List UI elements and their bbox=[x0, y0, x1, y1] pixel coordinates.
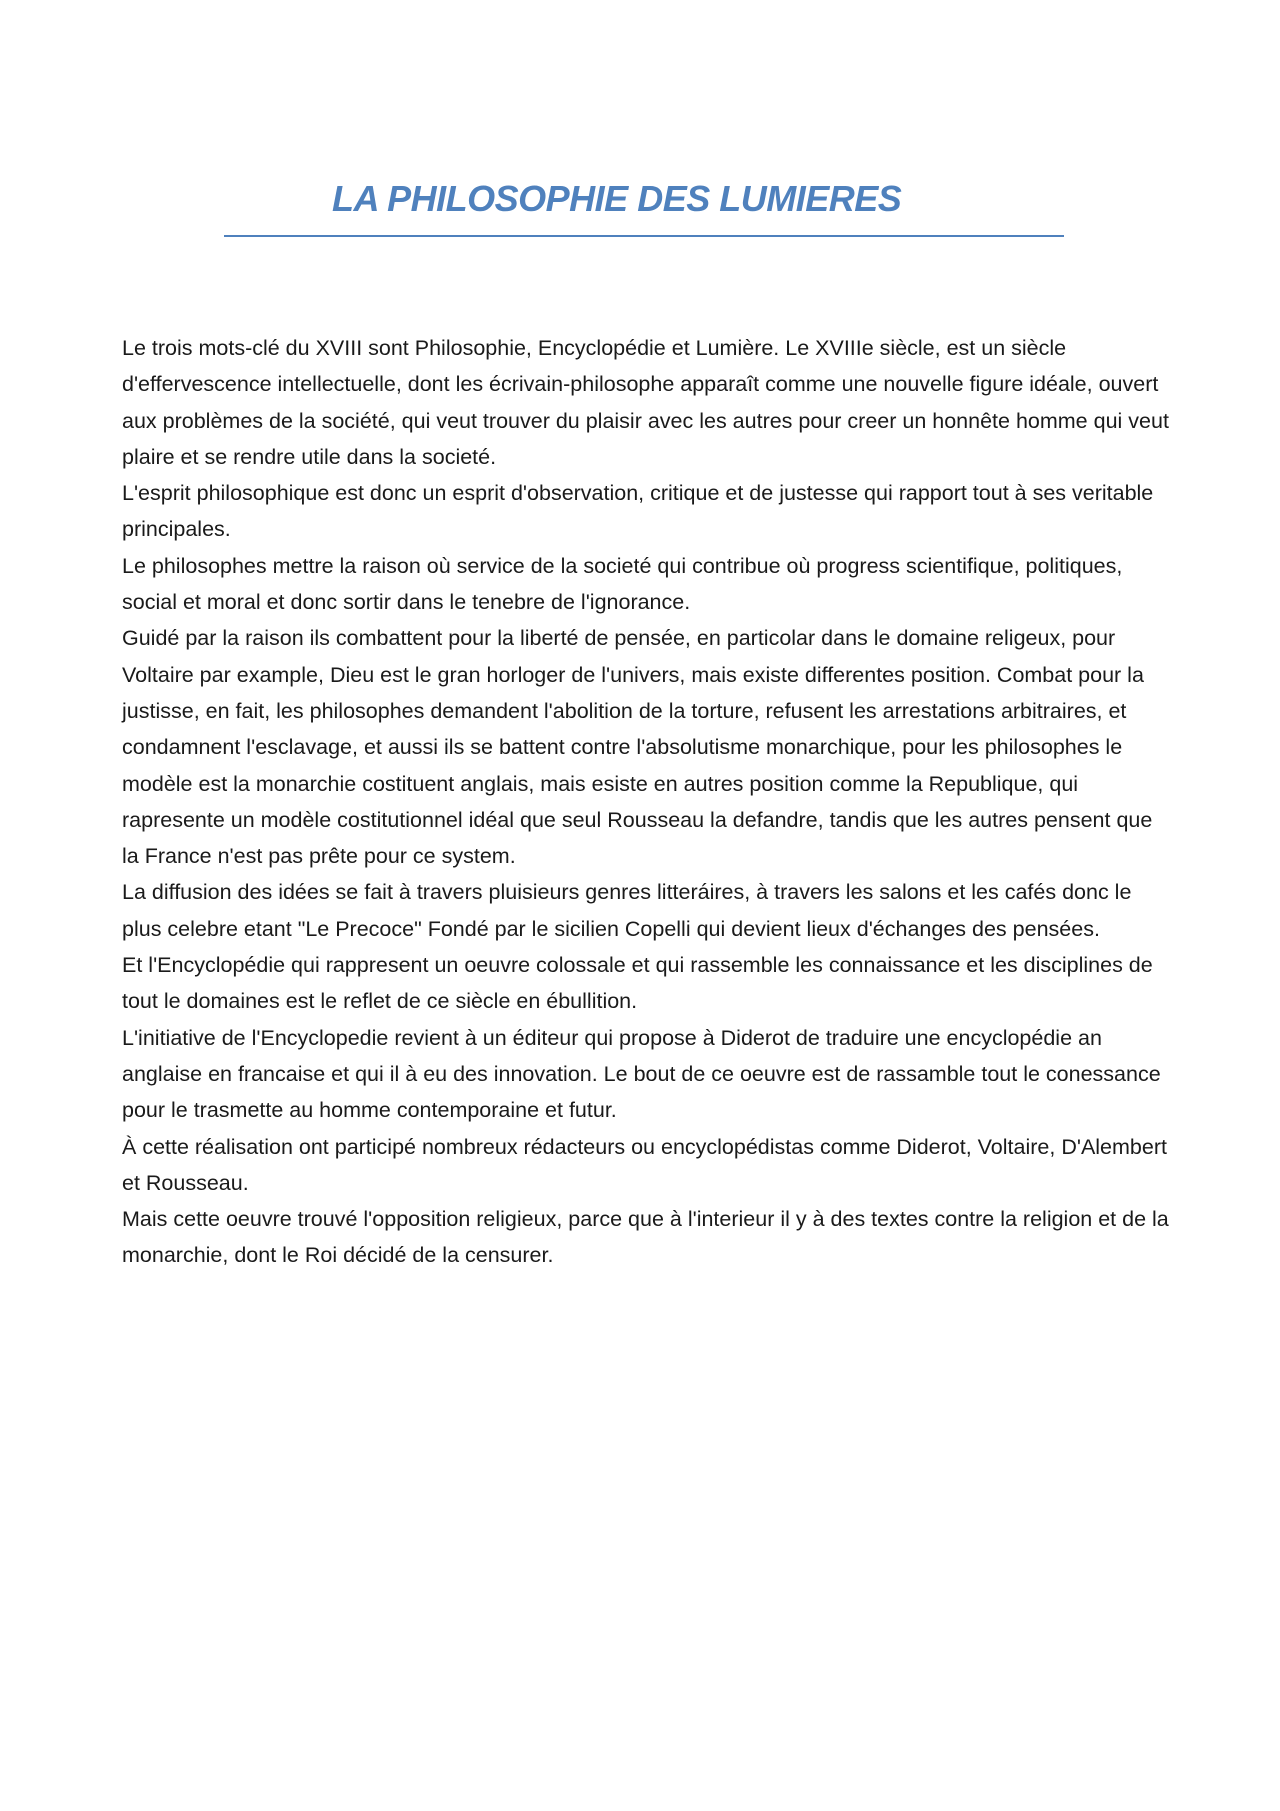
paragraph: La diffusion des idées se fait à travers pluisieurs genres litteráires, à travers les salons et les cafés donc le plus celebre etant "Le Precoce" Fondé par le sicilien Copelli qui devient lieux d'échanges des pensées. bbox=[122, 880, 1132, 941]
paragraph: Mais cette oeuvre trouvé l'opposition religieux, parce que à l'interieur il y à des textes contre la religion et de la monarchie, dont le Roi décidé de la censurer. bbox=[122, 1207, 1169, 1268]
paragraph: Guidé par la raison ils combattent pour la liberté de pensée, en particolar dans le domaine religeux, pour Voltaire par example, Dieu est le gran horloger de l'univers, mais existe differentes position. Combat pour la justisse, en fait, les philosophes demandent l'abolition de la torture, refusent les arrestations arbitraires, et condamnent l'esclavage, et aussi ils se battent contre l'absolutisme monarchique, pour les philosophes le modèle est la monarchie costituent anglais, mais esiste en autres position comme la Republique, qui rapresente un modèle costitutionnel idéal que seul Rousseau la defandre, tandis que les autres pensent que la France n'est pas prête pour ce system. bbox=[122, 626, 1153, 869]
paragraph: Le philosophes mettre la raison où service de la societé qui contribue où progress scientifique, politiques, social et moral et donc sortir dans le tenebre de l'ignorance. bbox=[122, 553, 1123, 615]
title-block bbox=[224, 178, 1064, 240]
paragraph: Et l'Encyclopédie qui rappresent un oeuvre colossale et qui rassemble les connaissance et les disciplines de tout le domaines est le reflet de ce siècle en ébullition. bbox=[122, 953, 1153, 1014]
body-text bbox=[122, 330, 1172, 1274]
page-title: LA PHILOSOPHIE DES LUMIERES bbox=[332, 178, 902, 219]
paragraph: L'esprit philosophique est donc un esprit d'observation, critique et de justesse qui rapport tout à ses veritable principales. bbox=[122, 481, 1154, 542]
title-underline bbox=[224, 235, 1064, 237]
paragraph: L'initiative de l'Encyclopedie revient à un éditeur qui propose à Diderot de traduire une encyclopédie an anglaise en francaise et qui il à eu des innovation. Le bout de ce oeuvre est de rassamble tout le conessance pour le trasmette au homme contemporaine et futur. bbox=[122, 1025, 1161, 1123]
paragraph: Le trois mots-clé du XVIII sont Philosophie, Encyclopédie et Lumière. Le XVIIIe siècle, est un siècle d'effervescence intellectuelle, dont les écrivain-philosophe apparaît comme une nouvelle figure idéale, ouvert aux problèmes de la société, qui veut trouver du plaisir avec les autres pour creer un honnête homme qui veut plaire et se rendre utile dans la societé. bbox=[122, 336, 1169, 469]
paragraph: À cette réalisation ont participé nombreux rédacteurs ou encyclopédistas comme Diderot, Voltaire, D'Alembert et Rousseau. bbox=[122, 1134, 1167, 1195]
